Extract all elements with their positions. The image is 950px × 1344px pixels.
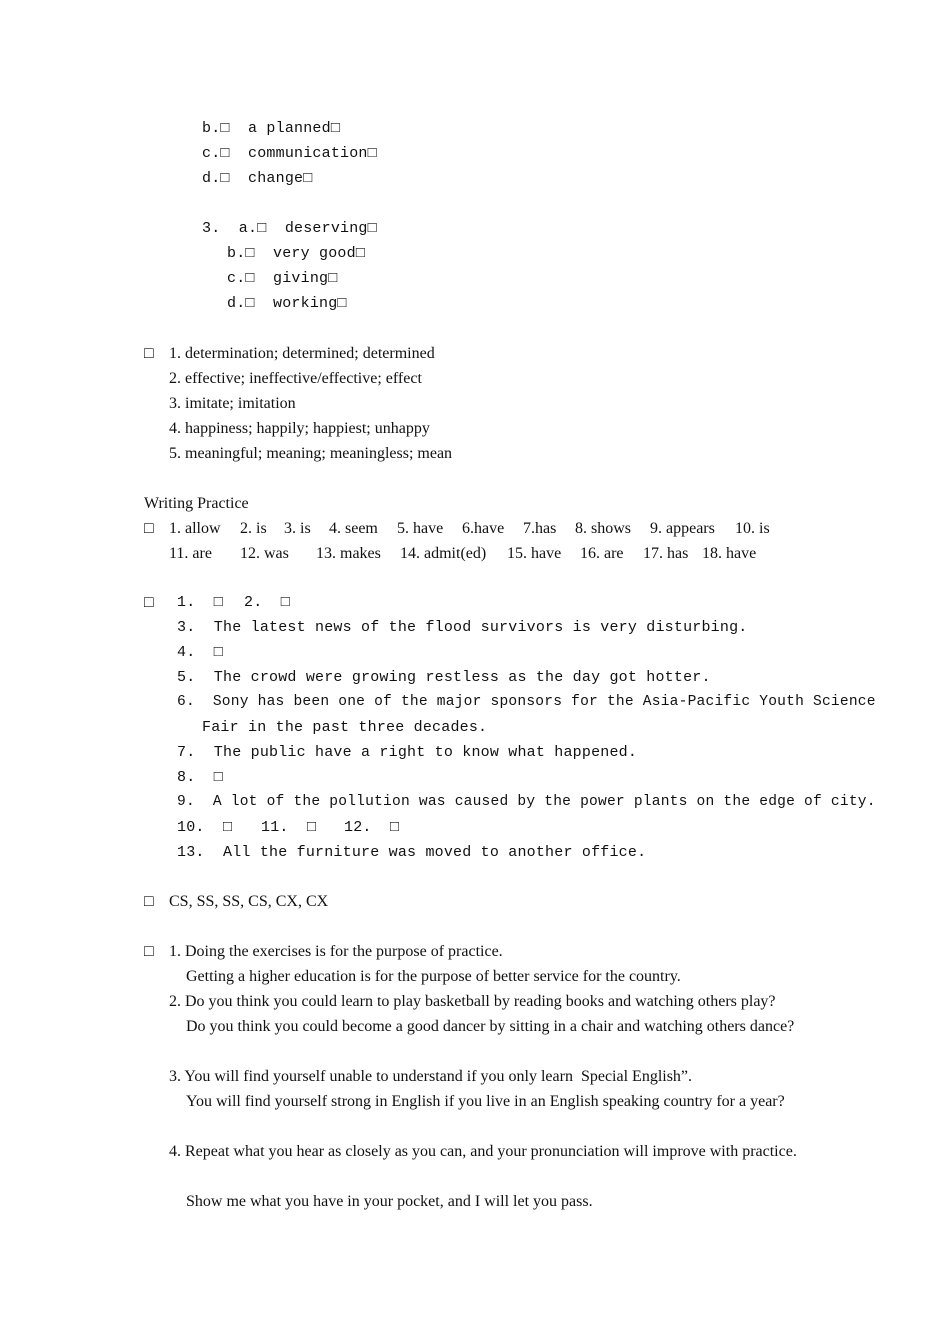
correction-item: 8. □ [177,769,224,786]
word-form-item: 3. imitate; imitation [169,395,296,412]
sentence-types-answer: CS, SS, SS, CS, CX, CX [169,893,329,910]
answer-item: 17. has [643,545,689,562]
correction-item: 12. □ [344,819,400,836]
word-form-item: 1. determination; determined; determined [169,345,435,362]
imitated-sentence: Getting a higher education is for the purpose of better service for the country. [186,968,681,985]
answer-item: 5. have [397,520,444,537]
answer-item: 1. allow [169,520,221,537]
section-bullet: □ [144,893,154,910]
option-3a: 3. a.□ deserving□ [202,220,377,237]
correction-item: 4. □ [177,644,224,661]
example-sentence: 2. Do you think you could learn to play basketball by reading books and watching others play? [169,993,776,1010]
answer-item: 8. shows [575,520,632,537]
example-sentence: 1. Doing the exercises is for the purpose of practice. [169,943,503,960]
correction-item: 1. □ [177,594,224,611]
correction-item: 6. Sony has been one of the major sponsors for the Asia-Pacific Youth Science [177,694,876,710]
answer-item: 16. are [580,545,624,562]
answer-item: 12. was [240,545,289,562]
correction-item: 13. All the furniture was moved to another office. [177,844,647,861]
imitated-sentence: You will find yourself strong in English if you live in an English speaking country for a year? [186,1093,785,1110]
correction-item: 11. □ [261,819,317,836]
section-bullet: □ [144,943,154,960]
section-bullet: □ [144,594,154,611]
correction-item: 5. The crowd were growing restless as the day got hotter. [177,669,711,686]
correction-item-continued: Fair in the past three decades. [202,719,488,736]
section-bullet: □ [144,345,154,362]
correction-item: 9. A lot of the pollution was caused by the power plants on the edge of city. [177,794,876,810]
answer-item: 11. are [169,545,212,562]
example-sentence: 4. Repeat what you hear as closely as you can, and your pronunciation will improve with practice. [169,1143,797,1160]
correction-item: 7. The public have a right to know what happened. [177,744,638,761]
example-sentence: 3. You will find yourself unable to understand if you only learn Special English”. [169,1068,693,1085]
section-heading: Writing Practice [144,495,249,512]
answer-item: 3. is [284,520,311,537]
answer-item: 6.have [462,520,505,537]
section-bullet: □ [144,520,154,537]
word-form-item: 4. happiness; happily; happiest; unhappy [169,420,430,437]
answer-item: 14. admit(ed) [400,545,487,562]
option-3d: d.□ working□ [227,295,347,312]
correction-item: 10. □ [177,819,233,836]
answer-item: 7.has [523,520,557,537]
answer-item: 10. is [735,520,770,537]
word-form-item: 5. meaningful; meaning; meaningless; mean [169,445,453,462]
word-form-item: 2. effective; ineffective/effective; effect [169,370,422,387]
option-3b: b.□ very good□ [227,245,366,262]
option-2b: b.□ a planned□ [202,120,341,137]
option-2c: c.□ communication□ [202,145,377,162]
correction-item: 3. The latest news of the flood survivors is very disturbing. [177,619,748,636]
answer-item: 13. makes [316,545,381,562]
imitated-sentence: Show me what you have in your pocket, and I will let you pass. [186,1193,593,1210]
answer-item: 9. appears [650,520,715,537]
option-2d: d.□ change□ [202,170,313,187]
option-3c: c.□ giving□ [227,270,338,287]
answer-item: 15. have [507,545,562,562]
answer-item: 18. have [702,545,757,562]
answer-item: 2. is [240,520,267,537]
imitated-sentence: Do you think you could become a good dancer by sitting in a chair and watching others dance? [186,1018,795,1035]
correction-item: 2. □ [244,594,291,611]
answer-item: 4. seem [329,520,378,537]
